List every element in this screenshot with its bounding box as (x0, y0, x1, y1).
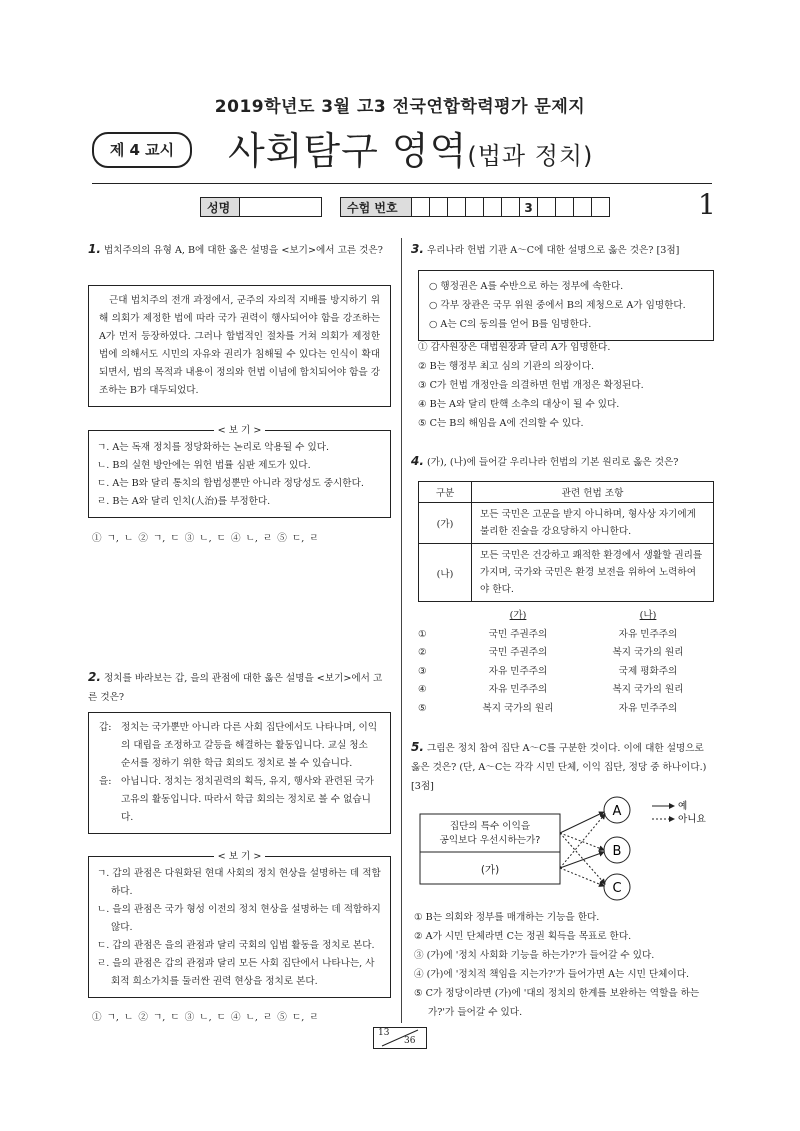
q5-option[interactable]: ② A가 시민 단체라면 C는 정권 획득을 목표로 한다. (414, 931, 632, 942)
q4-pair-head-na: (나) (639, 610, 657, 621)
id-digit-box[interactable] (448, 197, 466, 217)
table-row (419, 544, 714, 602)
q5-arrow-yes (560, 852, 604, 868)
q5-diagram (412, 794, 717, 906)
q3-option[interactable]: ⑤ C는 B의 해임을 A에 건의할 수 있다. (418, 418, 584, 429)
id-digit-box[interactable] (592, 197, 610, 217)
name-label: 성명 (200, 197, 240, 217)
q2-speech: 정치는 국가뿐만 아니라 다른 사회 집단에서도 나타나며, 이익의 대립을 조정하고 갈등을 해결하는 활동입니다. 교실 청소 순서를 정하기 위한 학급 회의도 정치로 볼 수 있습니다. (121, 722, 378, 769)
q4-pair-ga: 복지 국가의 원리 (482, 702, 554, 714)
q5-arrow-no (560, 833, 604, 850)
q4-row-label: (가) (419, 503, 472, 544)
q2-choices[interactable]: ① ㄱ, ㄴ ② ㄱ, ㄷ ③ ㄴ, ㄷ ④ ㄴ, ㄹ ⑤ ㄷ, ㄹ (92, 1012, 319, 1023)
q1-bogi-item: ㄴ. B의 실현 방안에는 위헌 법률 심판 제도가 있다. (97, 460, 311, 471)
q5-arrow-yes (560, 812, 604, 833)
q5-option[interactable]: ① B는 의회와 정부를 매개하는 기능을 한다. (414, 912, 600, 923)
q3-option[interactable]: ③ C가 헌법 개정안을 의결하면 헌법 개정은 확정된다. (418, 380, 644, 391)
q5-node-b-label: B (612, 844, 622, 859)
q5-option[interactable]: ④ (가)에 '정치적 책임을 지는가?'가 들어가면 A는 시민 단체이다. (414, 969, 690, 980)
q2-bogi-item: ㄱ. 갑의 관점은 다원화된 현대 사회의 정치 현상을 설명하는 데 적합하다. (97, 868, 381, 897)
q1-choices[interactable]: ① ㄱ, ㄴ ② ㄱ, ㄷ ③ ㄴ, ㄷ ④ ㄴ, ㄹ ⑤ ㄷ, ㄹ (92, 533, 319, 544)
column-divider (401, 238, 402, 1023)
q4-pairs (418, 607, 708, 718)
session-badge: 제 4 교시 (92, 132, 192, 168)
q4-pair-ga: 국민 주권주의 (488, 647, 548, 658)
q5-question-box-top (420, 814, 560, 852)
q3-stem-text: 우리나라 헌법 기관 A～C에 대한 설명으로 옳은 것은? [3점] (426, 245, 680, 256)
q4-table (418, 481, 714, 602)
q3-box-line: ○ 각부 장관은 국무 위원 중에서 B의 제청으로 A가 임명한다. (429, 300, 686, 311)
q4-stem (411, 452, 716, 472)
q4-head-cell: 관련 헌법 조항 (472, 482, 714, 503)
q1-stem-text: 법치주의의 유형 A, B에 대한 옳은 설명을 <보기>에서 고른 것은? (103, 245, 383, 256)
q1-passage: 근대 법치주의 전개 과정에서, 군주의 자의적 지배를 방지하기 위해 의회가 제정한 법에 따라 국가 권력이 행사되어야 함을 강조하는 A가 먼저 등장하였다. 그러나 합법적인 절차를 거쳐 의회가 제정한 법에 의해서도 시민의 자유와 권리가 침해될 수 있다는 인식이 확대되면서, 법의 목적과 내용이 정의와 헌법 이념에 합치되어야 함을 강조하는 B가 대두되었다. (88, 285, 391, 407)
q2-bogi-item: ㄷ. 갑의 관점은 을의 관점과 달리 국회의 입법 활동을 정치로 본다. (97, 940, 375, 951)
q5-node-a-label: A (612, 804, 622, 819)
q4-row-label: (나) (419, 544, 472, 602)
q5-option[interactable]: ⑤ C가 정당이라면 (가)에 '대의 정치의 한계를 보완하는 역할을 하는가?'가 들어갈 수 있다. (414, 988, 700, 1018)
id-digit-box[interactable] (556, 197, 574, 217)
id-digit-box[interactable] (538, 197, 556, 217)
exam-title: 2019학년도 3월 고3 전국연합학력평가 문제지 (214, 97, 586, 117)
q3-option[interactable]: ② B는 행정부 최고 심의 기관의 의장이다. (418, 361, 595, 372)
q4-pair-row[interactable] (418, 681, 708, 700)
page-counter-bottom: 36 (404, 1036, 416, 1046)
q4-pair-row[interactable] (418, 700, 708, 719)
q4-pair-num: ② (418, 647, 427, 658)
q4-pair-num: ① (418, 628, 427, 640)
id-digit-fixed: 3 (520, 197, 538, 217)
q4-pair-num: ③ (418, 665, 427, 677)
q1-stem (88, 240, 391, 260)
q4-number: 4. (411, 454, 424, 468)
q3-stem (411, 240, 716, 260)
q5-options (414, 908, 716, 1022)
q2-dialogue (88, 712, 391, 834)
q2-stem-text: 정치를 바라보는 갑, 을의 관점에 대한 옳은 설명을 <보기>에서 고른 것은? (88, 673, 383, 703)
q3-box (418, 270, 714, 341)
q1-bogi-item: ㄹ. B는 A와 달리 인치(人治)를 부정한다. (97, 496, 271, 507)
q3-number: 3. (411, 242, 424, 256)
q4-pair-na: 복지 국가의 원리 (612, 647, 684, 658)
name-field[interactable] (240, 197, 322, 217)
q2-speaker: 갑: (99, 722, 112, 733)
q3-option[interactable]: ④ B는 A와 달리 탄핵 소추의 대상이 될 수 있다. (418, 399, 620, 410)
q2-speaker: 을: (99, 776, 112, 787)
q4-row-text: 모든 국민은 고문을 받지 아니하며, 형사상 자기에게 불리한 진술을 강요당하지 아니한다. (472, 503, 714, 544)
q5-legend-yes: 예 (678, 801, 688, 812)
id-label: 수험 번호 (340, 197, 412, 217)
q5-question-bottom: (가) (480, 864, 500, 876)
q2-bogi-item: ㄹ. 을의 관점은 갑의 관점과 달리 모든 사회 집단에서 나타나는, 사회적 희소가치를 둘러싼 권력 현상을 정치로 본다. (97, 958, 375, 987)
q4-pair-na: 국제 평화주의 (618, 665, 678, 677)
q5-node-c-label: C (612, 881, 622, 896)
q3-box-line: ○ 행정권은 A를 수반으로 하는 정부에 속한다. (429, 281, 624, 292)
q4-pair-head-ga: (가) (509, 610, 527, 621)
q2-bogi-item: ㄴ. 을의 관점은 국가 형성 이전의 정치 현상을 설명하는 데 적합하지 않다. (97, 904, 381, 933)
q2-dialogue-line (99, 719, 380, 773)
q5-option[interactable]: ③ (가)에 '정치 사회화 기능을 하는가?'가 들어갈 수 있다. (414, 950, 655, 961)
q1-bogi-item: ㄷ. A는 B와 달리 통치의 합법성뿐만 아니라 정당성도 중시한다. (97, 478, 364, 489)
q5-question-top-line1: 집단의 특수 이익을 (449, 821, 531, 832)
subject-sub: (법과 정치) (467, 142, 594, 170)
q4-pair-na: 복지 국가의 원리 (612, 684, 684, 695)
q2-bogi (88, 851, 391, 998)
q3-option[interactable]: ① 감사원장은 대법원장과 달리 A가 임명한다. (418, 342, 611, 353)
q5-arrow-no (560, 833, 605, 884)
q5-stem (411, 738, 716, 796)
subject-title (228, 120, 593, 175)
q4-pair-na: 자유 민주주의 (618, 628, 678, 640)
q4-pair-ga: 국민 주권주의 (488, 628, 548, 640)
q4-pair-ga: 자유 민주주의 (488, 684, 548, 695)
q4-pair-head (418, 607, 708, 626)
q5-question-top-line2: 공익보다 우선시하는가? (439, 835, 541, 846)
q4-head-cell: 구분 (419, 482, 472, 503)
q4-pair-na: 자유 민주주의 (618, 702, 678, 714)
q2-speech: 아닙니다. 정치는 정치권력의 획득, 유지, 행사와 관련된 국가 고유의 활동입니다. 따라서 학급 회의는 정치로 볼 수 없습니다. (121, 776, 374, 823)
q4-pair-num: ④ (418, 684, 427, 695)
q1-bogi (88, 425, 391, 518)
id-digit-box[interactable] (466, 197, 484, 217)
q4-pair-row[interactable] (418, 644, 708, 663)
q4-stem-text: (가), (나)에 들어갈 우리나라 헌법의 기본 원리로 옳은 것은? (426, 457, 679, 468)
q5-number: 5. (411, 740, 424, 754)
q5-legend-no: 아니요 (678, 814, 706, 825)
id-digit-box[interactable] (484, 197, 502, 217)
q5-stem-text: 그림은 정치 참여 집단 A～C를 구분한 것이다. 이에 대한 설명으로 옳은 것은? (단, A～C는 각각 시민 단체, 이익 집단, 정당 중 하나이다.) [3점] (411, 743, 707, 792)
q4-row-text: 모든 국민은 건강하고 쾌적한 환경에서 생활할 권리를 가지며, 국가와 국민은 환경 보전을 위하여 노력하여야 한다. (472, 544, 714, 602)
q2-bogi-title: < 보 기 > (214, 851, 266, 862)
id-digit-box[interactable] (502, 197, 520, 217)
name-id-row (200, 197, 610, 217)
q2-dialogue-line (99, 773, 380, 827)
table-row (419, 503, 714, 544)
q1-bogi-item: ㄱ. A는 독재 정치를 정당화하는 논리로 악용될 수 있다. (97, 442, 330, 453)
q4-pair-row[interactable] (418, 663, 708, 682)
q3-box-line: ○ A는 C의 동의를 얻어 B를 임명한다. (429, 319, 592, 330)
q1-number: 1. (88, 242, 101, 256)
page-counter-top: 13 (378, 1028, 390, 1038)
q5-arrow-no (560, 868, 604, 886)
page-counter (373, 1027, 427, 1049)
page-number: 1 (698, 188, 716, 221)
q2-number: 2. (88, 670, 101, 684)
q2-stem (88, 668, 391, 707)
id-digit-box[interactable] (574, 197, 592, 217)
q4-table-head (419, 482, 714, 503)
q3-options (418, 338, 714, 433)
header-rule (92, 183, 712, 184)
q4-pair-num: ⑤ (418, 702, 427, 714)
id-digit-box[interactable] (412, 197, 430, 217)
subject-main: 사회탐구 영역 (228, 129, 468, 173)
q1-bogi-title: < 보 기 > (214, 425, 266, 436)
q4-pair-row[interactable] (418, 626, 708, 645)
id-digit-box[interactable] (430, 197, 448, 217)
q4-pair-ga: 자유 민주주의 (488, 665, 548, 677)
